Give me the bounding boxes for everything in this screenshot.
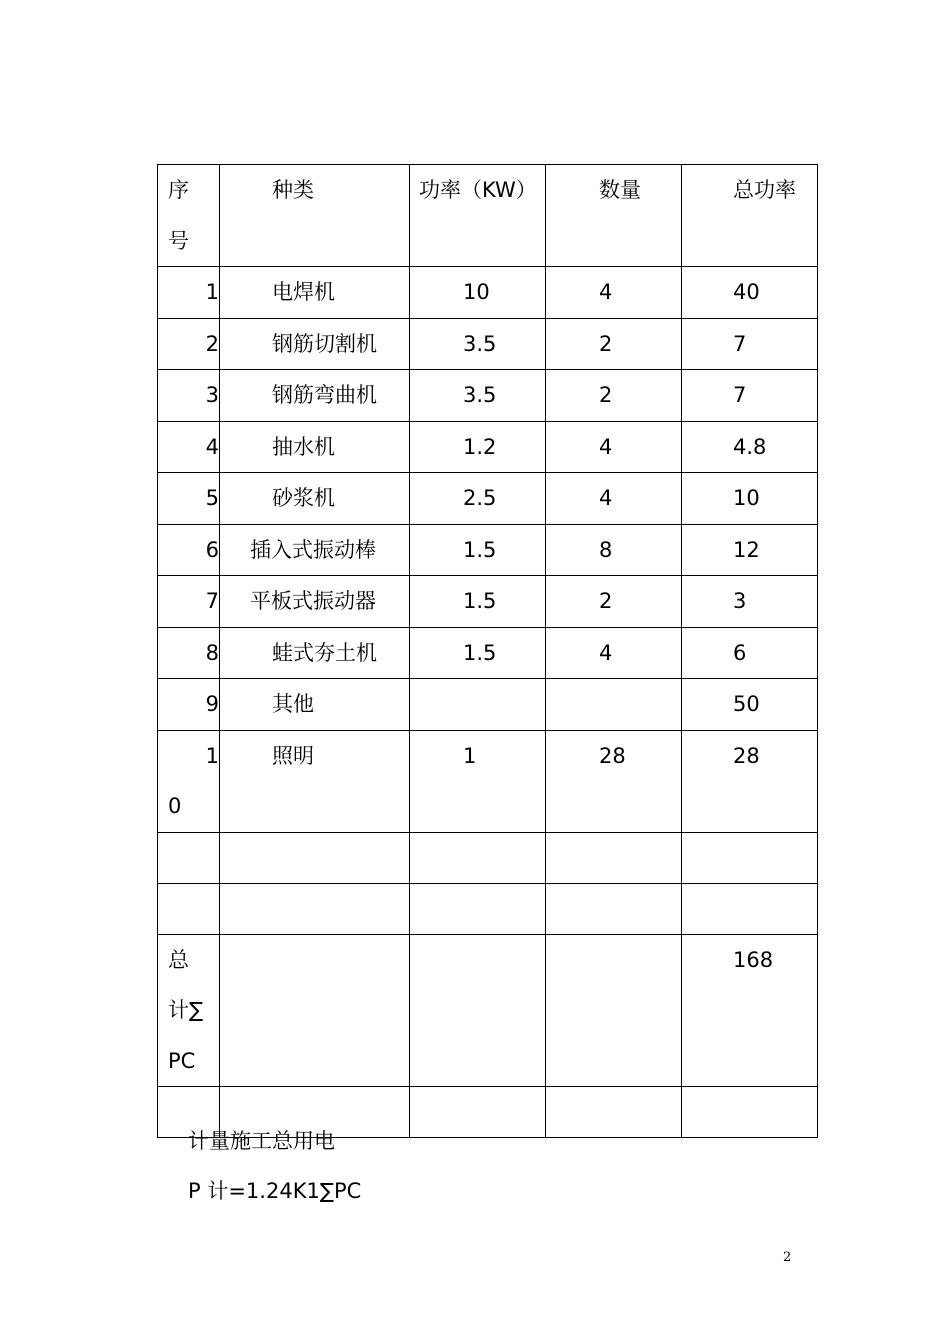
summary-label-line1: 总 bbox=[168, 947, 189, 972]
table-row bbox=[158, 730, 818, 832]
cell-power bbox=[410, 679, 546, 731]
table-row bbox=[158, 421, 818, 473]
cell-type: 照明 bbox=[220, 730, 410, 832]
text-line-1: 计量施工总用电 bbox=[188, 1129, 335, 1153]
cell-power: 10 bbox=[410, 267, 546, 319]
header-power: 功率（KW） bbox=[410, 165, 546, 267]
cell-total: 7 bbox=[682, 370, 818, 422]
header-type: 种类 bbox=[220, 165, 410, 267]
cell-power: 1.2 bbox=[410, 421, 546, 473]
empty-row bbox=[158, 832, 818, 883]
header-seq: 序号 bbox=[158, 165, 220, 267]
cell-seq: 7 bbox=[158, 576, 220, 628]
summary-row bbox=[158, 934, 818, 1087]
cell-type: 钢筋弯曲机 bbox=[220, 370, 410, 422]
cell-seq: 4 bbox=[158, 421, 220, 473]
cell-total: 10 bbox=[682, 473, 818, 525]
text-line-2: P 计=1.24K1∑PC bbox=[188, 1179, 362, 1203]
cell-type: 电焊机 bbox=[220, 267, 410, 319]
table-row bbox=[158, 267, 818, 319]
cell-total: 7 bbox=[682, 318, 818, 370]
cell-seq: 3 bbox=[158, 370, 220, 422]
table-row bbox=[158, 318, 818, 370]
cell-total: 40 bbox=[682, 267, 818, 319]
cell-quantity: 4 bbox=[546, 267, 682, 319]
cell-seq: 6 bbox=[158, 524, 220, 576]
cell-power: 2.5 bbox=[410, 473, 546, 525]
cell-quantity bbox=[546, 679, 682, 731]
cell-power: 1 bbox=[410, 730, 546, 832]
cell-type: 蛙式夯土机 bbox=[220, 627, 410, 679]
summary-label-line2: 计∑ bbox=[168, 998, 204, 1022]
table-row bbox=[158, 370, 818, 422]
cell-type: 钢筋切割机 bbox=[220, 318, 410, 370]
cell-quantity: 2 bbox=[546, 318, 682, 370]
cell-power: 1.5 bbox=[410, 524, 546, 576]
header-total: 总功率 bbox=[682, 165, 818, 267]
cell-power: 3.5 bbox=[410, 318, 546, 370]
cell-power: 1.5 bbox=[410, 627, 546, 679]
table-row bbox=[158, 576, 818, 628]
power-table bbox=[157, 164, 818, 1138]
cell-quantity: 4 bbox=[546, 421, 682, 473]
summary-total: 168 bbox=[682, 934, 818, 1087]
table-row bbox=[158, 473, 818, 525]
cell-total: 6 bbox=[682, 627, 818, 679]
cell-quantity: 4 bbox=[546, 627, 682, 679]
header-quantity: 数量 bbox=[546, 165, 682, 267]
table-row bbox=[158, 524, 818, 576]
cell-power: 3.5 bbox=[410, 370, 546, 422]
summary-label bbox=[158, 934, 220, 1087]
summary-label-line3: PC bbox=[168, 1048, 196, 1073]
cell-quantity: 4 bbox=[546, 473, 682, 525]
cell-seq: 1 0 bbox=[158, 730, 220, 832]
cell-type: 平板式振动器 bbox=[220, 576, 410, 628]
cell-quantity: 2 bbox=[546, 576, 682, 628]
cell-total: 3 bbox=[682, 576, 818, 628]
empty-row bbox=[158, 883, 818, 934]
cell-type: 插入式振动棒 bbox=[220, 524, 410, 576]
cell-seq: 9 bbox=[158, 679, 220, 731]
cell-seq: 1 bbox=[158, 267, 220, 319]
cell-seq: 5 bbox=[158, 473, 220, 525]
cell-type: 其他 bbox=[220, 679, 410, 731]
cell-power: 1.5 bbox=[410, 576, 546, 628]
cell-seq: 2 bbox=[158, 318, 220, 370]
cell-quantity: 2 bbox=[546, 370, 682, 422]
cell-type: 抽水机 bbox=[220, 421, 410, 473]
cell-seq: 8 bbox=[158, 627, 220, 679]
cell-quantity: 8 bbox=[546, 524, 682, 576]
cell-type: 砂浆机 bbox=[220, 473, 410, 525]
table-row bbox=[158, 679, 818, 731]
cell-total: 50 bbox=[682, 679, 818, 731]
table-row bbox=[158, 627, 818, 679]
cell-total: 4.8 bbox=[682, 421, 818, 473]
cell-quantity: 28 bbox=[546, 730, 682, 832]
table-header-row bbox=[158, 165, 818, 267]
cell-total: 28 bbox=[682, 730, 818, 832]
cell-total: 12 bbox=[682, 524, 818, 576]
page-number: 2 bbox=[783, 1250, 792, 1265]
